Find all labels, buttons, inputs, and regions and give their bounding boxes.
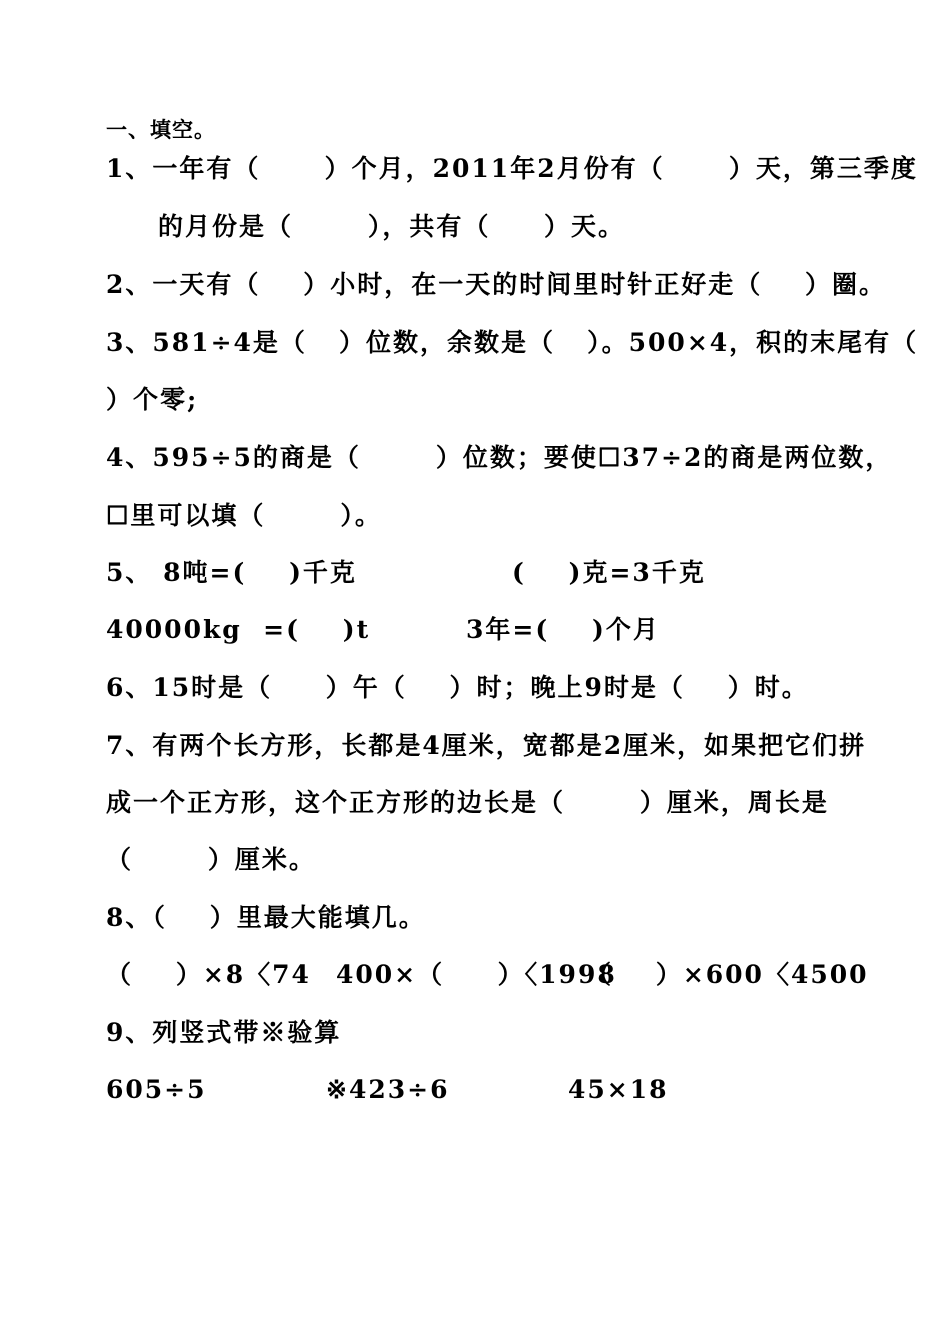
question-8-expression-3: （ ）×600〈4500: [586, 960, 869, 989]
question-7-line-1: 7、有两个长方形，长都是4厘米，宽都是2厘米，如果把它们拼: [106, 731, 867, 760]
question-5-right-2: 3年=( )个月: [466, 615, 660, 644]
question-3-line-2: ）个零;: [106, 385, 199, 414]
question-9-expression-1: 605÷5: [106, 1075, 207, 1104]
question-6: 6、15时是（ ）午（ ）时；晚上9时是（ ）时。: [106, 673, 809, 702]
section-title: 一、填空。: [106, 117, 216, 142]
question-4-line-1: 4、595÷5的商是（ ）位数；要使☐37÷2的商是两位数，: [106, 443, 893, 472]
question-4-line-2: ☐里可以填（ ）。: [106, 501, 382, 530]
question-8-expression-2: 400×（ ）〈1998: [336, 960, 617, 989]
question-2: 2、一天有（ ）小时，在一天的时间里时针正好走（ ）圈。: [106, 270, 887, 299]
question-7-line-2: 成一个正方形，这个正方形的边长是（ ）厘米，周长是: [106, 788, 829, 817]
question-3-line-1: 3、581÷4是（ ）位数，余数是（ ）。500×4，积的末尾有（: [106, 328, 919, 357]
question-5-left-2: 40000kg =( )t: [106, 615, 371, 644]
question-1-line-1: 1、一年有（ ）个月，2011年2月份有（ ）天，第三季度: [106, 154, 918, 183]
question-9-expression-3: 45×18: [568, 1075, 669, 1104]
question-5-left-1: 5、 8吨=( )千克: [106, 558, 357, 587]
question-7-line-3: （ ）厘米。: [106, 845, 316, 874]
question-9: 9、列竖式带※验算: [106, 1018, 342, 1047]
question-5-right-1: ( )克=3千克: [512, 558, 706, 587]
question-9-expression-2: ※423÷6: [326, 1075, 450, 1104]
question-1-line-2: 的月份是（ ），共有（ ）天。: [158, 212, 625, 241]
question-8: 8、（ ）里最大能填几。: [106, 903, 426, 932]
question-8-expression-1: （ ）×8〈74: [106, 960, 311, 989]
